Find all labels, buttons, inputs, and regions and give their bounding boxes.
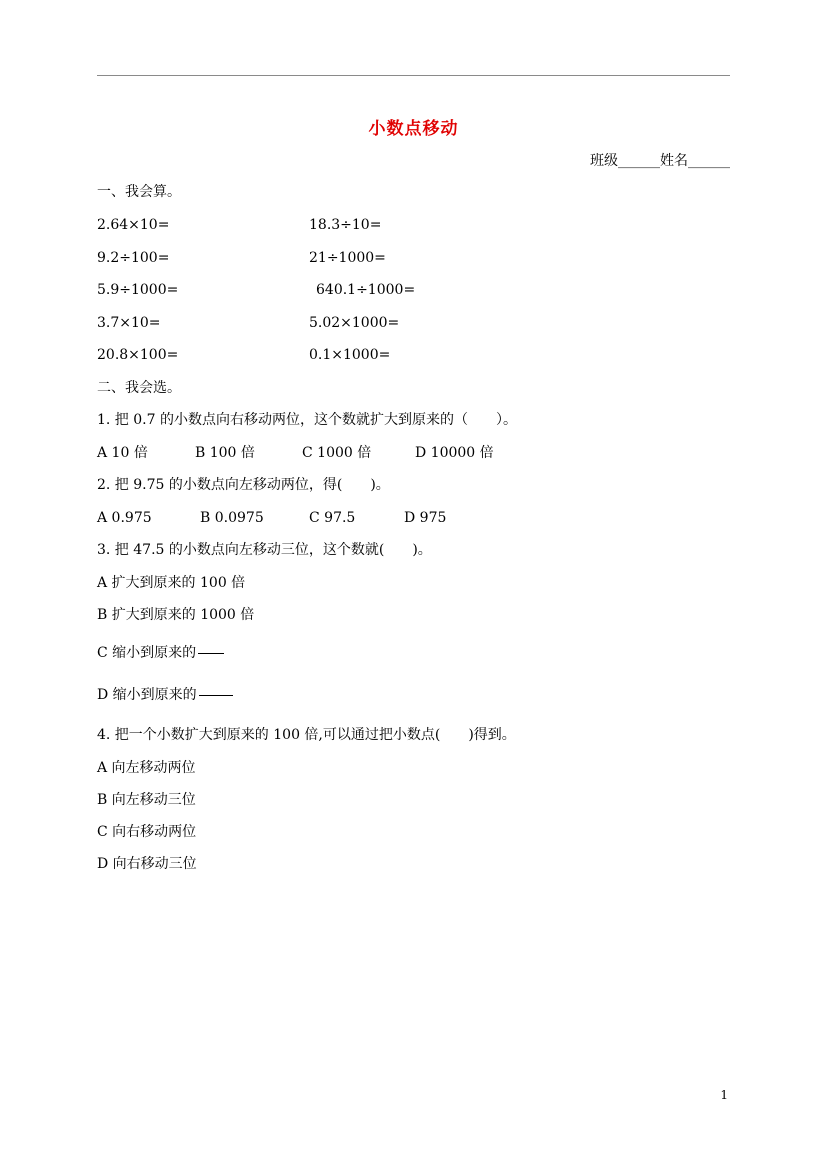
calc-row-5-left: 20.8×100= [97, 347, 179, 363]
q3-option-d-row [97, 686, 233, 704]
calc-row-1-left: 2.64×10= [97, 217, 170, 233]
q3-option-c-row [97, 644, 224, 662]
calc-row-5-right: 0.1×1000= [309, 347, 391, 363]
calc-row-3-left: 5.9÷1000= [97, 282, 179, 298]
question-2: 2. 把 9.75 的小数点向左移动两位，得( )。 [97, 477, 390, 493]
q1-option-a: A 10 倍 [97, 445, 148, 461]
q4-option-c: C 向右移动两位 [97, 824, 197, 840]
q1-option-b: B 100 倍 [195, 445, 255, 461]
page-title: 小数点移动 [368, 119, 459, 139]
q4-option-a: A 向左移动两位 [97, 760, 196, 776]
q2-option-d: D 975 [404, 510, 447, 526]
question-3: 3. 把 47.5 的小数点向左移动三位，这个数就( )。 [97, 542, 432, 558]
header-rule [97, 75, 730, 76]
class-name-line: 班级______姓名______ [590, 153, 730, 169]
fraction-bar [199, 695, 233, 696]
q3-option-a: A 扩大到原来的 100 倍 [97, 575, 246, 591]
question-4: 4. 把一个小数扩大到原来的 100 倍,可以通过把小数点( )得到。 [97, 727, 516, 743]
fraction-bar [198, 653, 224, 654]
calc-row-2-left: 9.2÷100= [97, 250, 170, 266]
q2-option-a: A 0.975 [97, 510, 152, 526]
q1-option-c: C 1000 倍 [302, 445, 372, 461]
calc-row-4-right: 5.02×1000= [309, 315, 400, 331]
section1-heading: 一、我会算。 [97, 184, 181, 200]
q4-option-b: B 向左移动三位 [97, 792, 196, 808]
q4-option-d: D 向右移动三位 [97, 856, 197, 872]
q1-option-d: D 10000 倍 [415, 445, 494, 461]
calc-row-2-right: 21÷1000= [309, 250, 386, 266]
q3-option-b: B 扩大到原来的 1000 倍 [97, 607, 255, 623]
q2-option-b: B 0.0975 [200, 510, 264, 526]
q3-option-c: C 缩小到原来的 [97, 645, 197, 661]
calc-row-3-right: 640.1÷1000= [316, 282, 416, 298]
q3-option-d: D 缩小到原来的 [97, 687, 197, 703]
question-1: 1. 把 0.7 的小数点向右移动两位，这个数就扩大到原来的（ ）。 [97, 412, 517, 428]
calc-row-4-left: 3.7×10= [97, 315, 161, 331]
q2-option-c: C 97.5 [309, 510, 356, 526]
page-number: 1 [720, 1088, 728, 1102]
calc-row-1-right: 18.3÷10= [309, 217, 382, 233]
section2-heading: 二、我会选。 [97, 380, 181, 396]
